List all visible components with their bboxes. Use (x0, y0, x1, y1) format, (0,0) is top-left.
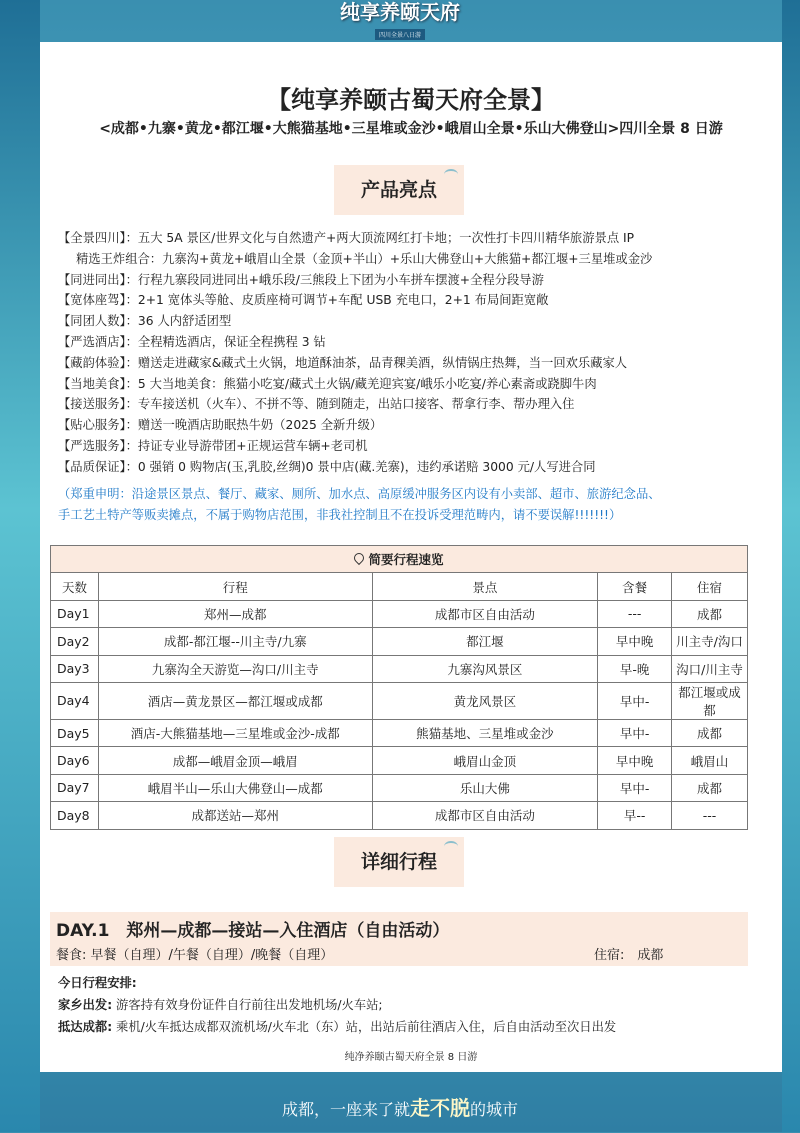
page-footer: 纯净养颐古蜀天府全景 8 日游 (344, 1052, 478, 1063)
table-row (51, 802, 748, 829)
highlight-item: 精选王炸组合：九寨沟+黄龙+峨眉山全景（金顶+半山）+乐山大佛登山+大熊猫+都江堰+三星堆或金沙 (76, 251, 653, 266)
highlight-item: 【严选酒店】：全程精选酒店，保证全程携程 3 钻 (58, 334, 326, 349)
lodging-cell: 川主寺/沟口 (672, 628, 748, 655)
itinerary-title-label: 简要行程速览 (368, 552, 444, 568)
logo-title: 纯享养颐天府 (340, 0, 460, 24)
highlight-item: 【品质保证】：0 强销 0 购物店(玉,乳胶,丝绸)0 景中店(藏.羌寨)，违约承诺赔 3000 元/人写进合同 (58, 459, 596, 474)
column-header: 住宿 (672, 573, 748, 600)
table-row (51, 774, 748, 801)
lodging-cell: 成都 (672, 719, 748, 746)
meals-cell: 早中- (598, 774, 672, 801)
banner-highlight: 走不脱 (410, 1096, 470, 1120)
section-heading-detail (334, 837, 464, 887)
banner-text-before: 成都，一座来了就 (281, 1100, 410, 1119)
section-heading-label: 详细行程 (360, 851, 437, 873)
meals-cell: --- (598, 600, 672, 627)
day-cell: Day2 (51, 628, 99, 655)
day-cell: Day4 (51, 682, 99, 719)
day-cell: Day5 (51, 719, 99, 746)
lodging-cell: 都江堰或成都 (672, 682, 748, 719)
day-cell: Day6 (51, 747, 99, 774)
column-header: 天数 (51, 573, 99, 600)
page-subtitle: <成都•九寨•黄龙•都江堰•大熊猫基地•三星堆或金沙•峨眉山全景•乐山大佛登山>四川全景 8 日游 (99, 121, 723, 137)
meals-cell: 早-晚 (598, 655, 672, 682)
section-heading-highlights (334, 165, 464, 215)
document-page (40, 42, 782, 1072)
day-cell: Day1 (51, 600, 99, 627)
column-header: 行程 (98, 573, 372, 600)
meals-cell: 早中- (598, 719, 672, 746)
day1-meals: 餐食: 早餐（自理）/午餐（自理）/晚餐（自理） (56, 948, 334, 963)
route-cell: 成都-都江堰--川主寺/九寨 (98, 628, 372, 655)
route-cell: 九寨沟全天游览—沟口/川主寺 (98, 655, 372, 682)
itinerary-table (50, 545, 748, 830)
background-sea-right (782, 0, 800, 1132)
lodging-cell: 沟口/川主寺 (672, 655, 748, 682)
route-cell: 酒店-大熊猫基地—三星堆或金沙-成都 (98, 719, 372, 746)
sights-cell: 熊猫基地、三星堆或金沙 (372, 719, 598, 746)
lodging-cell: 成都 (672, 600, 748, 627)
schedule-key: 家乡出发: (58, 998, 113, 1012)
day1-heading: DAY.1 郑州—成都—接站—入住酒店（自由活动） (56, 921, 450, 941)
itinerary-title (51, 546, 748, 573)
leaf-decoration-icon (444, 169, 458, 180)
sights-cell: 成都市区自由活动 (372, 802, 598, 829)
schedule-text: 乘机/火车抵达成都双流机场/火车北（东）站，出站后前往酒店入住，后自由活动至次日出发 (116, 1020, 617, 1034)
schedule-text: 游客持有效身份证件自行前往出发地机场/火车站; (116, 998, 383, 1012)
sights-cell: 成都市区自由活动 (372, 600, 598, 627)
sights-cell: 乐山大佛 (372, 774, 598, 801)
sights-cell: 峨眉山金顶 (372, 747, 598, 774)
schedule-key: 抵达成都: (58, 1020, 113, 1034)
route-cell: 成都送站—郑州 (98, 802, 372, 829)
schedule-item (58, 994, 773, 1016)
lodging-cell: --- (672, 802, 748, 829)
column-header: 含餐 (598, 573, 672, 600)
lodging-cell: 成都 (672, 774, 748, 801)
today-schedule (58, 972, 773, 1038)
highlights-list (58, 228, 773, 478)
route-cell: 峨眉半山—乐山大佛登山—成都 (98, 774, 372, 801)
disclaimer-line: 手工艺土特产等贩卖摊点，不属于购物店范围，非我社控制且不在投诉受理范畴内，请不要误解!!!!!!!） (58, 507, 622, 522)
highlight-item: 【贴心服务】：赠送一晚酒店助眠热牛奶（2025 全新升级） (58, 418, 383, 433)
today-label: 今日行程安排: (58, 976, 137, 990)
sights-cell: 都江堰 (372, 628, 598, 655)
table-row (51, 628, 748, 655)
day-cell: Day3 (51, 655, 99, 682)
table-row (51, 682, 748, 719)
meals-cell: 早中晚 (598, 628, 672, 655)
day-cell: Day8 (51, 802, 99, 829)
highlight-item: 【当地美食】：5 大当地美食：熊猫小吃宴/藏式土火锅/藏羌迎宾宴/峨乐小吃宴/养心素斋或跷脚牛肉 (58, 376, 597, 391)
day-cell: Day7 (51, 774, 99, 801)
section-heading-label: 产品亮点 (360, 179, 437, 201)
logo-subtitle: 四川全景八日游 (375, 29, 425, 40)
background-sea-left (0, 0, 40, 1132)
day1-lodging: 住宿: 成都 (594, 948, 664, 963)
column-header: 景点 (372, 573, 598, 600)
highlight-item: 【同进同出】：行程九寨段同进同出+峨乐段/三熊段上下团为小车拼车摆渡+全程分段导游 (58, 272, 544, 287)
route-cell: 酒店—黄龙景区—都江堰或成都 (98, 682, 372, 719)
sights-cell: 九寨沟风景区 (372, 655, 598, 682)
leaf-decoration-icon (444, 841, 458, 852)
highlight-item: 【全景四川】：五大 5A 景区/世界文化与自然遗产+两大顶流网红打卡地；一次性打卡四川精华旅游景点 IP (58, 231, 635, 245)
brand-logo (325, 2, 475, 42)
sights-cell: 黄龙风景区 (372, 682, 598, 719)
route-cell: 郑州—成都 (98, 600, 372, 627)
disclaimer-line: （郑重申明：沿途景区景点、餐厅、藏家、厕所、加水点、高原缓冲服务区内设有小卖部、超市、旅游纪念品、 (58, 487, 661, 501)
page-title: 【纯享养颐古蜀天府全景】 (267, 86, 555, 114)
meals-cell: 早中- (598, 682, 672, 719)
schedule-item (58, 1016, 773, 1038)
highlight-item: 【严选服务】：持证专业导游带团+正规运营车辆+老司机 (58, 438, 368, 453)
location-pin-icon (352, 551, 366, 565)
highlight-item: 【接送服务】：专车接送机（火车）、不拼不等、随到随走，出站口接客、帮拿行李、帮办理入住 (58, 397, 575, 412)
highlight-item: 【藏韵体验】：赠送走进藏家&藏式土火锅，地道酥油茶，品青稞美酒，纵情锅庄热舞，当一回欢乐藏家人 (58, 355, 628, 370)
table-row (51, 747, 748, 774)
table-row (51, 655, 748, 682)
table-header-row (51, 573, 748, 600)
meals-cell: 早-- (598, 802, 672, 829)
disclaimer-note (58, 484, 773, 526)
lodging-cell: 峨眉山 (672, 747, 748, 774)
route-cell: 成都—峨眉金顶—峨眉 (98, 747, 372, 774)
bottom-banner (0, 1085, 800, 1132)
highlight-item: 【同团人数】：36 人内舒适团型 (58, 314, 232, 329)
highlight-item: 【宽体座驾】：2+1 宽体头等舱、皮质座椅可调节+车配 USB 充电口，2+1 布局间距宽敞 (58, 293, 549, 308)
table-row (51, 600, 748, 627)
table-row (51, 719, 748, 746)
meals-cell: 早中晚 (598, 747, 672, 774)
banner-text-after: 的城市 (470, 1100, 519, 1119)
day1-header (50, 912, 748, 966)
